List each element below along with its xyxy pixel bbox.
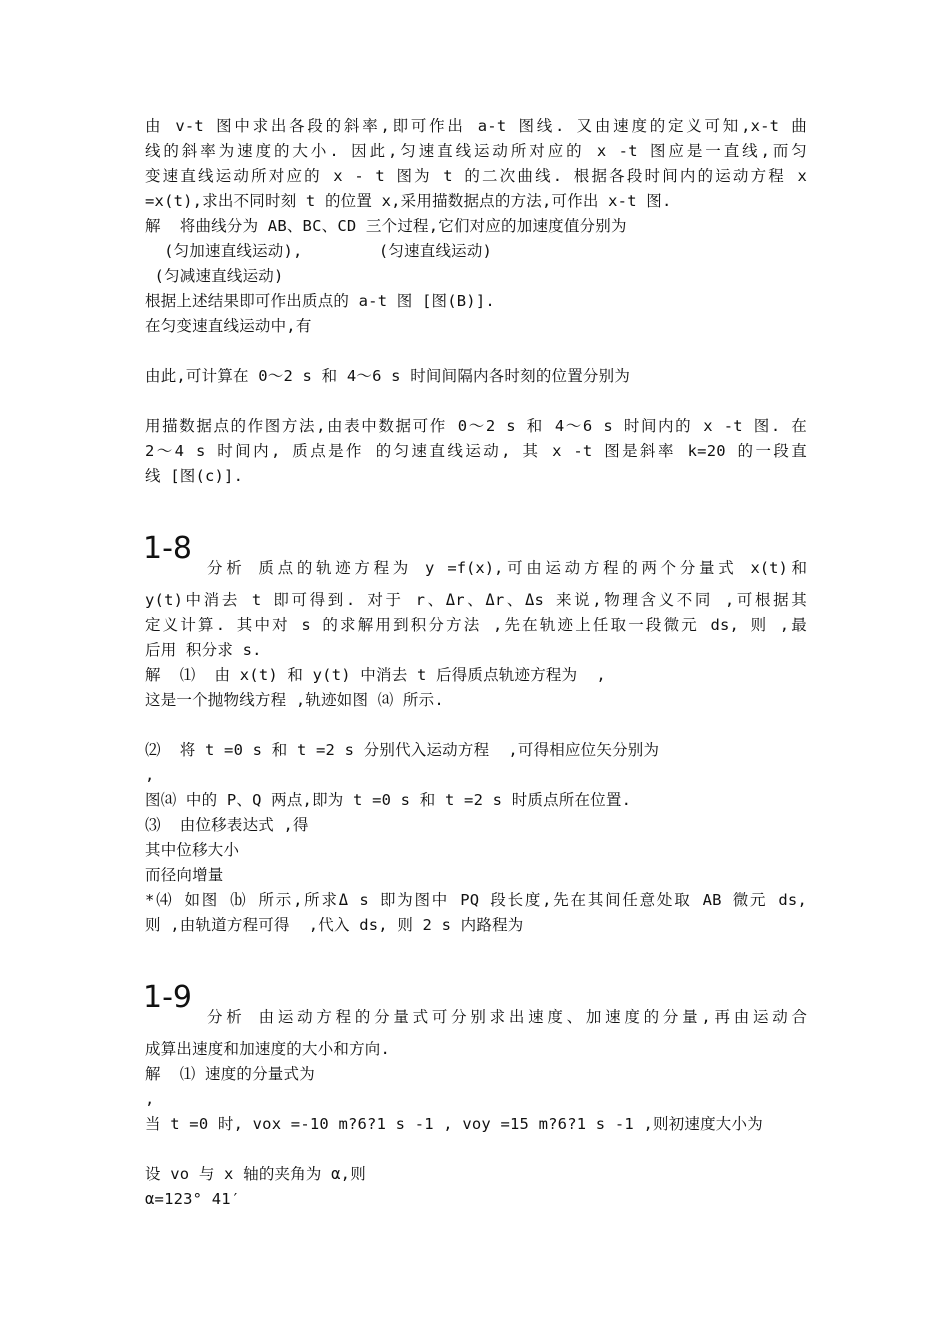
paragraph-line: 则 ,由轨道方程可得 ,代入 ds, 则 2 s 内路程为	[145, 916, 524, 934]
paragraph-line: =x(t),求出不同时刻 t 的位置 x,采用描数据点的方法,可作出 x-t 图.	[145, 192, 672, 210]
paragraph-line: 线的斜率为速度的大小. 因此,匀速直线运动所对应的 x -t 图应是一直线,而匀	[145, 142, 807, 160]
paragraph-line: 由此,可计算在 0～2 s 和 4～6 s 时间间隔内各时刻的位置分别为	[145, 367, 631, 385]
paragraph-line: ,	[145, 766, 155, 784]
paragraph-line: 图⒜ 中的 P、Q 两点,即为 t =0 s 和 t =2 s 时质点所在位置.	[145, 791, 632, 809]
paragraph-line: 2～4 s 时间内, 质点是作 的匀速直线运动, 其 x -t 图是斜率 k=20 的一段直	[145, 442, 807, 460]
paragraph-line: 这是一个抛物线方程 ,轨迹如图 ⒜ 所示.	[145, 691, 444, 709]
paragraph-line: 其中位移大小	[145, 841, 240, 859]
paragraph-line: y(t)中消去 t 即可得到. 对于 r、Δr、Δr、Δs 来说,物理含义不同 ,可根据其	[145, 591, 807, 609]
paragraph-line: *⑷ 如图 ⒝ 所示,所求Δ s 即为图中 PQ 段长度,先在其间任意处取 AB 微元 ds,	[145, 891, 807, 909]
section-number-1-9: 1-9	[143, 980, 192, 1015]
paragraph-line: α=123° 41′	[145, 1190, 241, 1208]
section-intro-line: 分析 质点的轨迹方程为 y =f(x),可由运动方程的两个分量式 x(t)和	[207, 559, 807, 577]
paragraph-line: 定义计算. 其中对 s 的求解用到积分方法 ,先在轨迹上任取一段微元 ds, 则 ,最	[145, 616, 807, 634]
paragraph-line: 用描数据点的作图方法,由表中数据可作 0～2 s 和 4～6 s 时间内的 x -t 图. 在	[145, 417, 807, 435]
paragraph-line: 当 t =0 时, vox =-10 m?6?1 s -1 , voy =15 m?6?1 s -1 ,则初速度大小为	[145, 1115, 763, 1133]
paragraph-line: 根据上述结果即可作出质点的 a-t 图 [图(B)].	[145, 292, 495, 310]
section-intro-line: 分析 由运动方程的分量式可分别求出速度、加速度的分量,再由运动合	[207, 1008, 807, 1026]
paragraph-line: 解 将曲线分为 AB、BC、CD 三个过程,它们对应的加速度值分别为	[145, 217, 627, 235]
section-number-1-8: 1-8	[143, 531, 192, 566]
paragraph-line: 线 [图(c)].	[145, 467, 244, 485]
paragraph-line: (匀减速直线运动)	[145, 267, 284, 285]
paragraph-line: 由 v-t 图中求出各段的斜率,即可作出 a-t 图线. 又由速度的定义可知,x-t 曲	[145, 117, 807, 135]
paragraph-line: 后用 积分求 s.	[145, 641, 262, 659]
paragraph-line: 在匀变速直线运动中,有	[145, 317, 312, 335]
paragraph-line: ⑶ 由位移表达式 ,得	[145, 816, 309, 834]
paragraph-line: 而径向增量	[145, 866, 224, 884]
paragraph-line: ⑵ 将 t =0 s 和 t =2 s 分别代入运动方程 ,可得相应位矢分别为	[145, 741, 660, 759]
paragraph-line: 解 ⑴ 速度的分量式为	[145, 1065, 315, 1083]
paragraph-line: ,	[145, 1090, 155, 1108]
paragraph-line: (匀加速直线运动), (匀速直线运动)	[145, 242, 493, 260]
paragraph-line: 变速直线运动所对应的 x - t 图为 t 的二次曲线. 根据各段时间内的运动方程 x	[145, 167, 807, 185]
paragraph-line: 解 ⑴ 由 x(t) 和 y(t) 中消去 t 后得质点轨迹方程为 ,	[145, 666, 606, 684]
paragraph-line: 成算出速度和加速度的大小和方向.	[145, 1040, 391, 1058]
paragraph-line: 设 vo 与 x 轴的夹角为 α,则	[145, 1165, 366, 1183]
